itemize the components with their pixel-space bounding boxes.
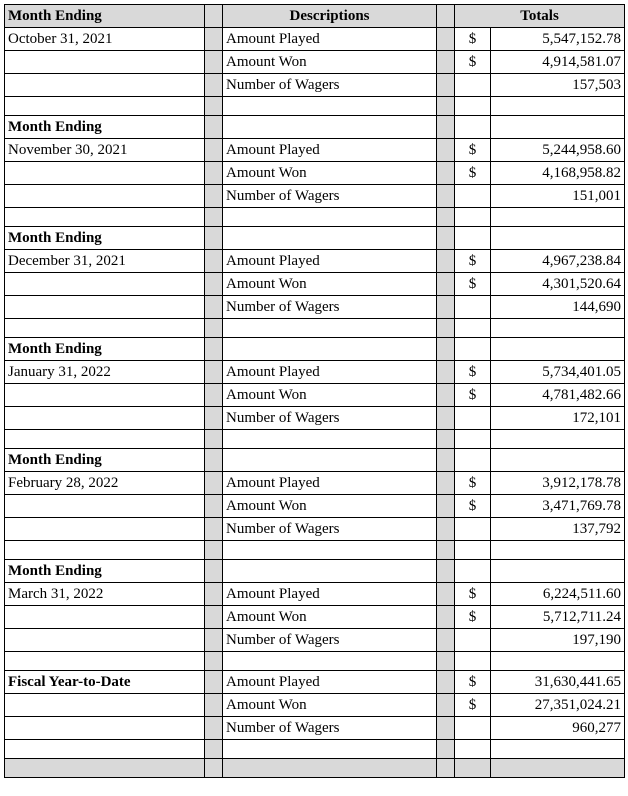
description: Amount Played: [223, 583, 437, 606]
currency-sign: $: [455, 606, 491, 629]
table-row: [5, 518, 625, 541]
header-row: [5, 5, 625, 28]
table-row: [5, 296, 625, 319]
currency-sign: $: [455, 583, 491, 606]
table-row: [5, 495, 625, 518]
spacer-row: [5, 319, 625, 338]
spacer-row: [5, 208, 625, 227]
table-row: [5, 606, 625, 629]
table-row: [5, 629, 625, 652]
description: Number of Wagers: [223, 629, 437, 652]
month-ending-label: Month Ending: [5, 227, 205, 250]
table-row: [5, 449, 625, 472]
spacer-row: [5, 541, 625, 560]
total-value: 4,781,482.66: [491, 384, 625, 407]
total-value: 137,792: [491, 518, 625, 541]
currency-sign: $: [455, 273, 491, 296]
spacer-row: [5, 740, 625, 759]
currency-sign: $: [455, 162, 491, 185]
total-value: 4,301,520.64: [491, 273, 625, 296]
total-value: 5,244,958.60: [491, 139, 625, 162]
table-row: [5, 227, 625, 250]
total-value: 144,690: [491, 296, 625, 319]
month-date: November 30, 2021: [5, 139, 205, 162]
total-value: 4,967,238.84: [491, 250, 625, 273]
total-value: 3,912,178.78: [491, 472, 625, 495]
description: Number of Wagers: [223, 296, 437, 319]
description: Amount Played: [223, 472, 437, 495]
description: Number of Wagers: [223, 717, 437, 740]
total-value: 151,001: [491, 185, 625, 208]
table-row: [5, 338, 625, 361]
monthly-wager-totals-table: [4, 4, 625, 778]
month-ending-label: Month Ending: [5, 338, 205, 361]
table-row: [5, 560, 625, 583]
table-row: [5, 472, 625, 495]
description: Amount Won: [223, 384, 437, 407]
table-row: [5, 407, 625, 430]
month-date: February 28, 2022: [5, 472, 205, 495]
table-row: [5, 162, 625, 185]
month-ending-label: Month Ending: [5, 116, 205, 139]
table-row: [5, 74, 625, 97]
currency-sign: $: [455, 472, 491, 495]
currency-sign: $: [455, 51, 491, 74]
header-gap: [437, 5, 455, 28]
table-row: [5, 384, 625, 407]
currency-sign: $: [455, 361, 491, 384]
table-row: [5, 28, 625, 51]
description: Amount Won: [223, 495, 437, 518]
month-ending-label: Month Ending: [5, 449, 205, 472]
currency-sign: $: [455, 384, 491, 407]
header-month-ending: Month Ending: [5, 5, 205, 28]
total-value: 3,471,769.78: [491, 495, 625, 518]
total-value: 5,712,711.24: [491, 606, 625, 629]
table-row: [5, 273, 625, 296]
description: Amount Won: [223, 606, 437, 629]
month-date: October 31, 2021: [5, 28, 205, 51]
currency-sign: $: [455, 495, 491, 518]
month-date: March 31, 2022: [5, 583, 205, 606]
total-value: 157,503: [491, 74, 625, 97]
table-row: [5, 671, 625, 694]
total-value: 4,914,581.07: [491, 51, 625, 74]
total-value: 960,277: [491, 717, 625, 740]
spacer-row: [5, 97, 625, 116]
table-row: [5, 51, 625, 74]
description: Amount Played: [223, 28, 437, 51]
description: Amount Played: [223, 671, 437, 694]
total-value: 4,168,958.82: [491, 162, 625, 185]
description: Number of Wagers: [223, 407, 437, 430]
spacer-row: [5, 652, 625, 671]
header-descriptions: Descriptions: [223, 5, 437, 28]
total-value: 31,630,441.65: [491, 671, 625, 694]
description: Number of Wagers: [223, 185, 437, 208]
spacer-row: [5, 430, 625, 449]
description: Amount Won: [223, 273, 437, 296]
description: Amount Played: [223, 139, 437, 162]
footer-row: [5, 759, 625, 778]
table-row: [5, 583, 625, 606]
description: Amount Won: [223, 162, 437, 185]
table-row: [5, 361, 625, 384]
description: Amount Played: [223, 361, 437, 384]
table-row: [5, 250, 625, 273]
currency-sign: $: [455, 671, 491, 694]
table-row: [5, 185, 625, 208]
month-ending-label: Month Ending: [5, 560, 205, 583]
month-date: December 31, 2021: [5, 250, 205, 273]
table-row: [5, 694, 625, 717]
currency-sign: $: [455, 250, 491, 273]
description: Number of Wagers: [223, 74, 437, 97]
description: Amount Played: [223, 250, 437, 273]
header-gap: [205, 5, 223, 28]
total-value: 5,547,152.78: [491, 28, 625, 51]
total-value: 172,101: [491, 407, 625, 430]
table-row: [5, 116, 625, 139]
total-value: 6,224,511.60: [491, 583, 625, 606]
header-totals: Totals: [455, 5, 625, 28]
currency-sign: $: [455, 694, 491, 717]
total-value: 197,190: [491, 629, 625, 652]
table-row: [5, 139, 625, 162]
currency-sign: $: [455, 28, 491, 51]
description: Number of Wagers: [223, 518, 437, 541]
month-date: January 31, 2022: [5, 361, 205, 384]
total-value: 5,734,401.05: [491, 361, 625, 384]
description: Amount Won: [223, 694, 437, 717]
fiscal-ytd-label: Fiscal Year-to-Date: [5, 671, 205, 694]
total-value: 27,351,024.21: [491, 694, 625, 717]
description: Amount Won: [223, 51, 437, 74]
table-row: [5, 717, 625, 740]
currency-sign: $: [455, 139, 491, 162]
